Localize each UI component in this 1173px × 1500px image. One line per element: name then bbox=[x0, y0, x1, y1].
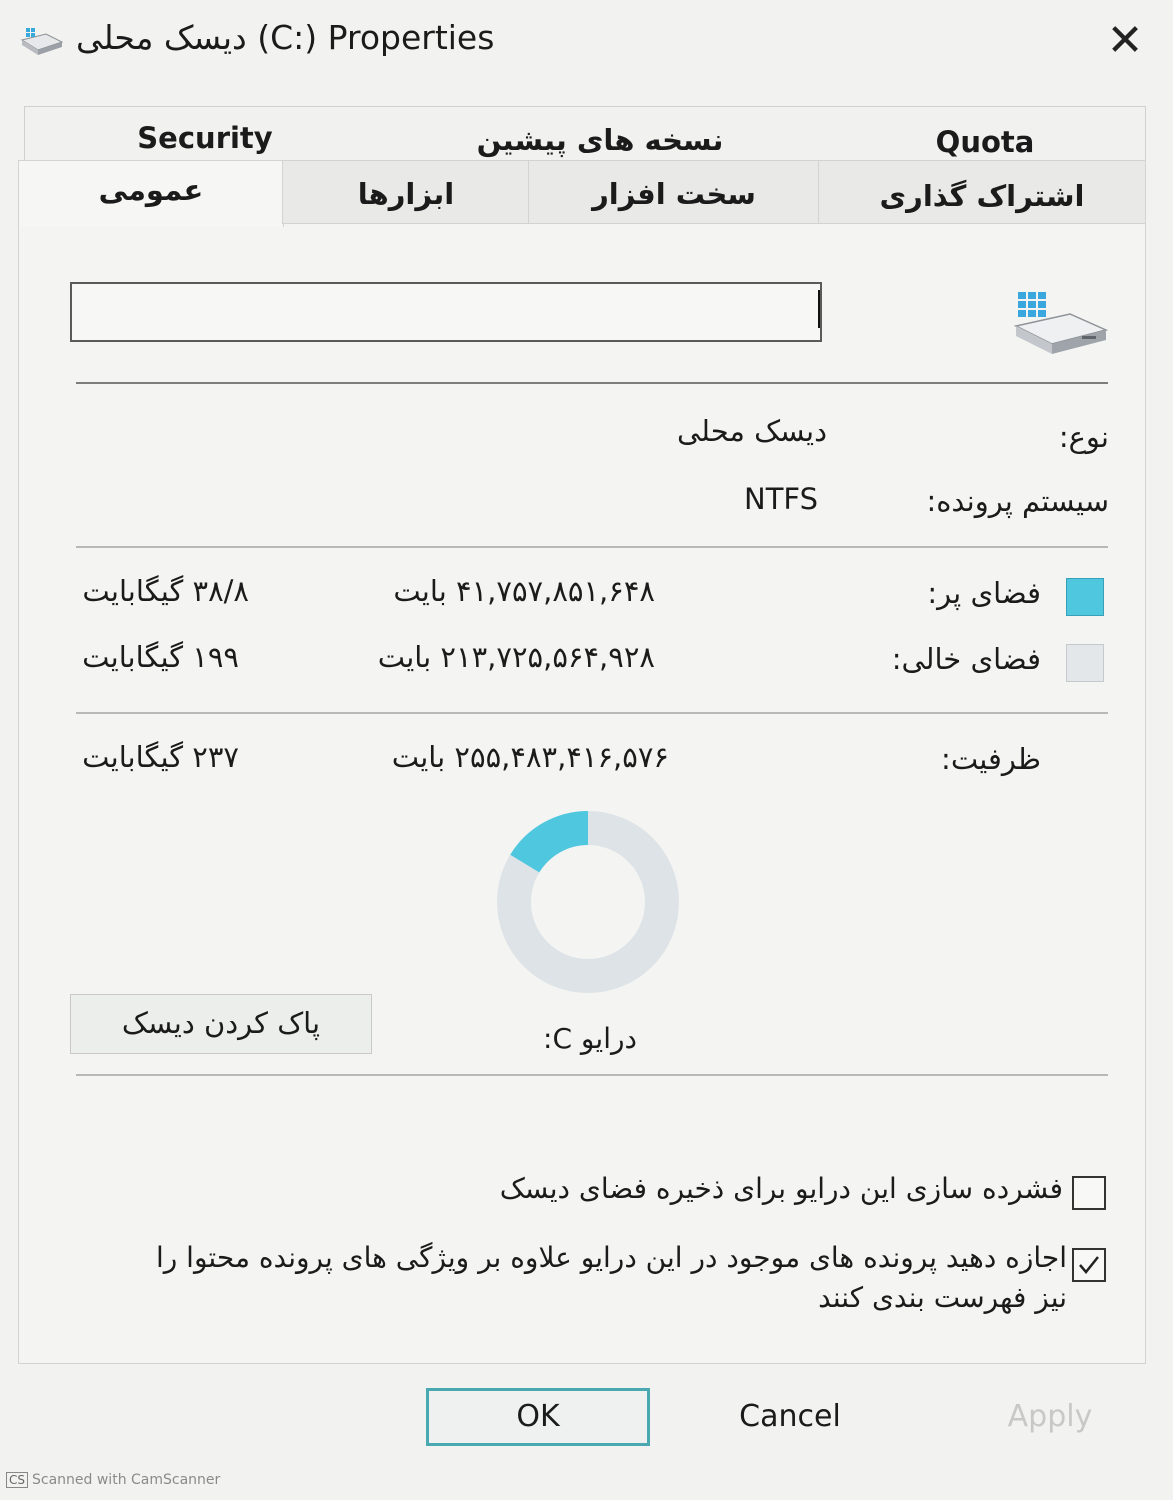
usage-donut-chart bbox=[496, 810, 680, 994]
tab-sharing[interactable] bbox=[818, 160, 1146, 224]
watermark-text: Scanned with CamScanner bbox=[32, 1472, 221, 1488]
tab-row-bottom bbox=[18, 160, 1144, 224]
tab-security[interactable] bbox=[105, 121, 305, 155]
file-system-label: سیستم پرونده: bbox=[926, 484, 1109, 518]
tab-label: نسخه های پیشین bbox=[476, 123, 724, 157]
scanner-watermark bbox=[6, 1472, 220, 1488]
tab-tools[interactable] bbox=[282, 160, 530, 224]
capacity-bytes: ۲۵۵,۴۸۳,۴۱۶,۵۷۶ بایت bbox=[391, 740, 669, 774]
capacity-label: ظرفیت: bbox=[941, 742, 1041, 776]
tab-label: Quota bbox=[935, 125, 1035, 159]
drive-icon bbox=[1012, 290, 1108, 356]
window-title: دیسک محلی (C:) Properties bbox=[76, 18, 495, 57]
text-cursor bbox=[818, 290, 820, 328]
title-bar bbox=[0, 0, 1173, 80]
free-space-label: فضای خالی: bbox=[891, 642, 1041, 676]
tab-label: سخت افزار bbox=[592, 177, 756, 211]
used-space-label: فضای پر: bbox=[927, 576, 1041, 610]
file-system-value: NTFS bbox=[744, 482, 818, 516]
compress-drive-label: فشرده سازی این درایو برای ذخیره فضای دیسک bbox=[499, 1172, 1063, 1205]
compress-drive-checkbox[interactable] bbox=[1072, 1176, 1106, 1210]
used-space-gb: ۳۸/۸ گیگابایت bbox=[82, 574, 249, 608]
drive-icon bbox=[20, 26, 64, 56]
type-label: نوع: bbox=[1058, 420, 1109, 454]
free-space-bytes: ۲۱۳,۷۲۵,۵۶۴,۹۲۸ بایت bbox=[377, 640, 655, 674]
close-button[interactable]: ✕ bbox=[1106, 15, 1144, 66]
used-space-swatch bbox=[1066, 578, 1104, 616]
index-drive-checkbox[interactable] bbox=[1072, 1248, 1106, 1282]
volume-name-input[interactable] bbox=[70, 282, 822, 342]
checkmark-icon bbox=[1076, 1252, 1102, 1278]
tab-previous-versions[interactable] bbox=[465, 123, 735, 157]
free-space-gb: ۱۹۹ گیگابایت bbox=[82, 640, 239, 674]
type-value: دیسک محلی bbox=[676, 414, 827, 448]
tab-hardware[interactable] bbox=[528, 160, 820, 224]
tab-row-top bbox=[24, 106, 1146, 161]
ok-button[interactable]: OK bbox=[426, 1388, 650, 1446]
used-space-bytes: ۴۱,۷۵۷,۸۵۱,۶۴۸ بایت bbox=[393, 574, 655, 608]
disk-cleanup-button[interactable]: پاک کردن دیسک bbox=[70, 994, 372, 1054]
cancel-button[interactable]: Cancel bbox=[739, 1399, 841, 1434]
apply-button[interactable]: Apply bbox=[1007, 1399, 1093, 1434]
capacity-gb: ۲۳۷ گیگابایت bbox=[82, 740, 239, 774]
tab-label: ابزارها bbox=[357, 177, 455, 211]
index-drive-label: اجازه دهید پرونده های موجود در این درایو علاوه بر ویژگی های پرونده محتوا را نیز فهرست بندی کنند bbox=[155, 1241, 1067, 1314]
tab-label: اشتراک گذاری bbox=[879, 179, 1085, 213]
tab-general[interactable] bbox=[18, 160, 284, 227]
tab-label: Security bbox=[137, 121, 273, 155]
divider bbox=[76, 546, 1108, 548]
camscanner-logo: CS bbox=[6, 1472, 28, 1488]
tab-label: عمومی bbox=[98, 173, 204, 207]
drive-caption: درایو C: bbox=[543, 1022, 637, 1055]
free-space-swatch bbox=[1066, 644, 1104, 682]
divider bbox=[76, 712, 1108, 714]
divider bbox=[76, 1074, 1108, 1076]
tab-quota[interactable] bbox=[895, 125, 1075, 159]
divider bbox=[76, 382, 1108, 384]
